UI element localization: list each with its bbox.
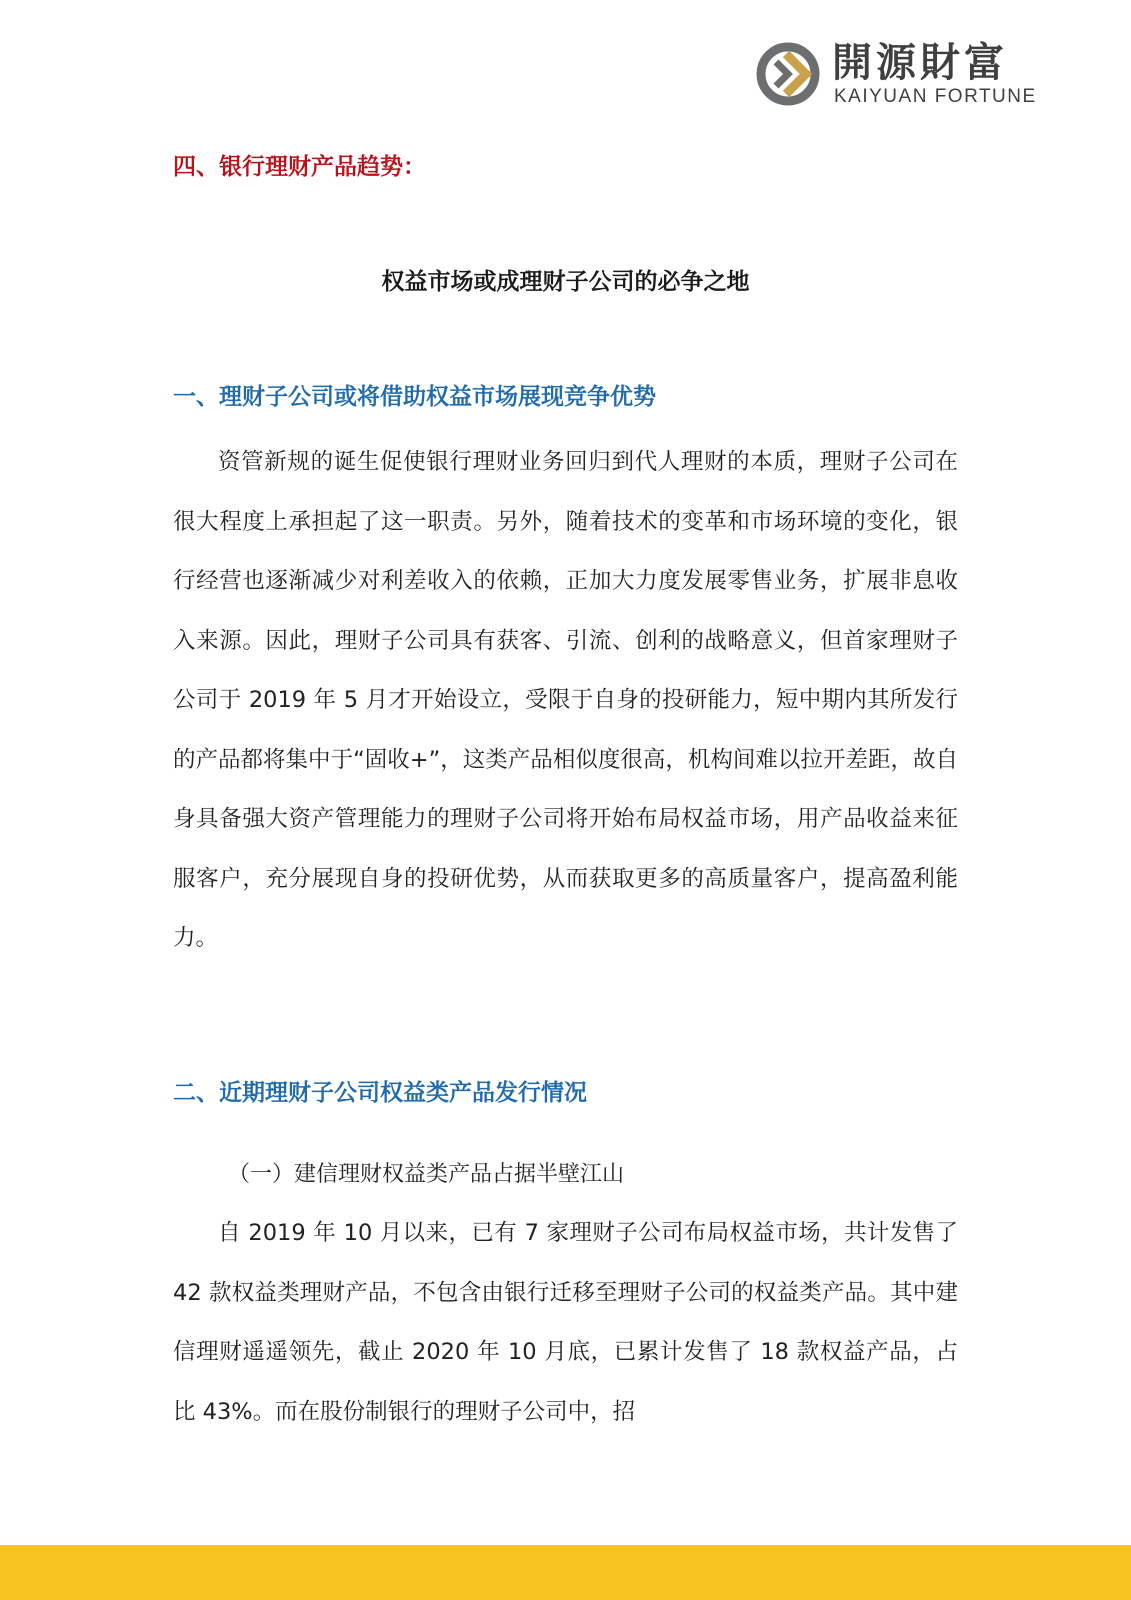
part-title: 四、银行理财产品趋势： [173,154,426,180]
logo-chinese-name: 開源財富 [832,40,1008,86]
section-1-paragraph: 资管新规的诞生促使银行理财业务回归到代人理财的本质，理财子公司在很大程度上承担起了这一职责。另外，随着技术的变革和市场环境的变化，银行经营也逐渐减少对利差收入的依赖，正加大力度发展零售业务，扩展非息收入来源。因此，理财子公司具有获客、引流、创利的战略意义，但首家理财子公司于 2019 年 5 月才开始设立，受限于自身的投研能力，短中期内其所发行的产品都将集中于“固收+”，这类产品相似度很高，机构间难以拉开差距，故自身具备强大资产管理能力的理财子公司将开始布局权益市场，用产品收益来征服客户，充分展现自身的投研优势，从而获取更多的高质量客户，提高盈利能力。 [173,449,958,951]
company-logo [756,40,1046,110]
logo-english-name: KAIYUAN FORTUNE [834,86,1037,107]
section-2-paragraph: 自 2019 年 10 月以来，已有 7 家理财子公司布局权益市场，共计发售了 42 款权益类理财产品，不包含由银行迁移至理财子公司的权益类产品。其中建信理财遥遥领先，截止 2020 年 10 月底，已累计发售了 18 款权益产品，占比 43%。而在股份制银行的理财子公司中，招 [173,1220,958,1425]
section-2-title: 二、近期理财子公司权益类产品发行情况 [173,1080,587,1106]
kaiyuan-logo-icon [756,42,820,106]
section-1-title: 一、理财子公司或将借助权益市场展现竞争优势 [173,384,656,410]
footer-bar [0,1545,1131,1600]
main-title: 权益市场或成理财子公司的必争之地 [381,269,750,295]
section-2-subtitle: （一）建信理财权益类产品占据半壁江山 [228,1162,625,1187]
